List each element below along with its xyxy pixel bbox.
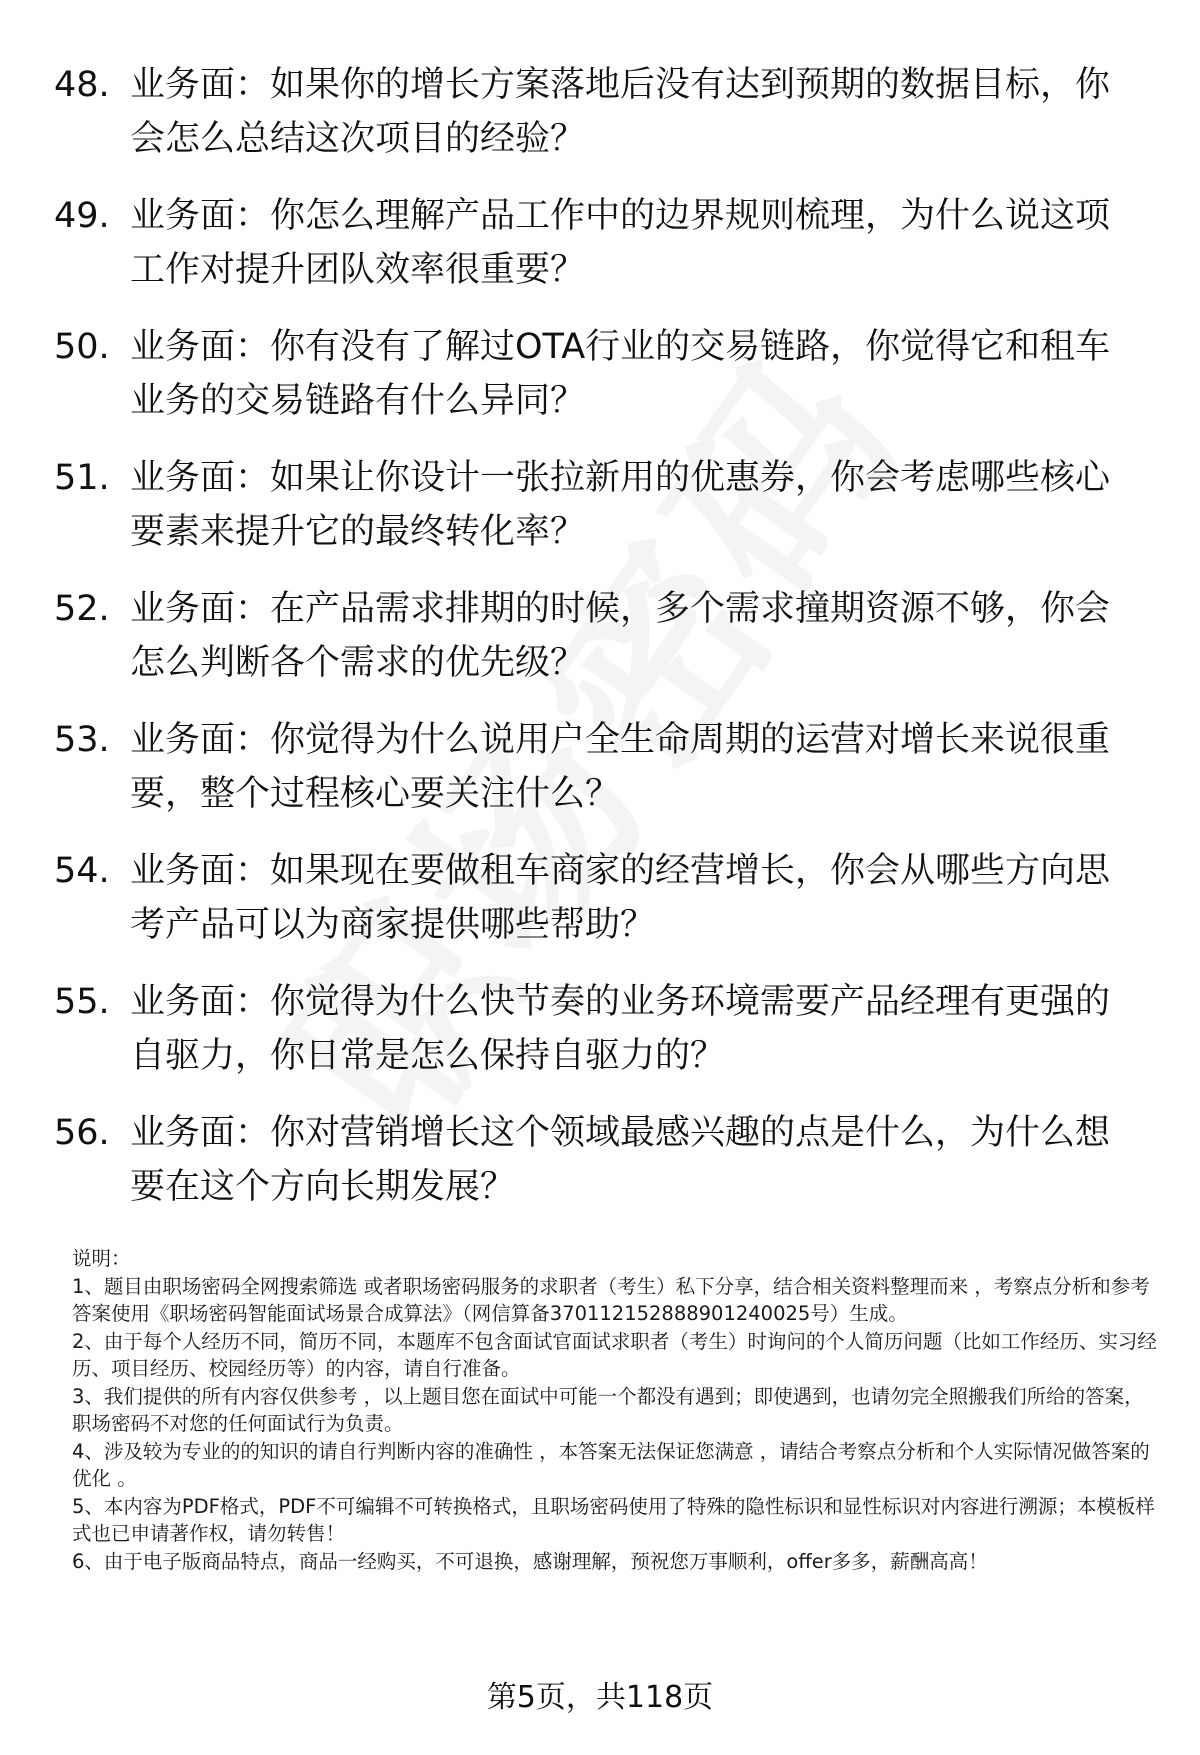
question-text: 业务面：你怎么理解产品工作中的边界规则梳理，为什么说这项工作对提升团队效率很重要？ [130, 196, 1111, 290]
question-number: 51. [54, 458, 110, 498]
notes-section [72, 1245, 1162, 1575]
question-text: 业务面：在产品需求排期的时候，多个需求撞期资源不够，你会怎么判断各个需求的优先级？ [130, 589, 1111, 683]
note-item: 4、涉及较为专业的的知识的请自行判断内容的准确性 ，本答案无法保证您满意 ，请结合考察点分析和个人实际情况做答案的优化 。 [72, 1439, 1150, 1490]
question-item [0, 975, 1200, 1106]
question-number: 52. [54, 589, 110, 629]
question-number: 50. [54, 327, 110, 367]
question-item [0, 713, 1200, 844]
question-item [0, 451, 1200, 582]
question-number: 48. [54, 65, 110, 105]
question-number: 56. [54, 1113, 110, 1153]
question-text: 业务面：你觉得为什么快节奏的业务环境需要产品经理有更强的自驱力，你日常是怎么保持自驱力的？ [130, 982, 1111, 1076]
note-item: 3、我们提供的所有内容仅供参考 ，以上题目您在面试中可能一个都没有遇到；即使遇到，也请勿完全照搬我们所给的答案，职场密码不对您的任何面试行为负责。 [72, 1384, 1144, 1435]
question-item [0, 582, 1200, 713]
question-text: 业务面：你觉得为什么说用户全生命周期的运营对增长来说很重要，整个过程核心要关注什么？ [130, 720, 1111, 814]
question-text: 业务面：你对营销增长这个领域最感兴趣的点是什么，为什么想要在这个方向长期发展？ [130, 1113, 1111, 1207]
page-number-label: 第5页，共118页 [486, 1680, 714, 1715]
question-number: 49. [54, 196, 110, 236]
question-number: 54. [54, 851, 110, 891]
question-item [0, 844, 1200, 975]
question-item [0, 1106, 1200, 1237]
question-text: 业务面：如果你的增长方案落地后没有达到预期的数据目标，你会怎么总结这次项目的经验？ [130, 65, 1111, 159]
question-number: 55. [54, 982, 110, 1022]
question-text: 业务面：你有没有了解过OTA行业的交易链路，你觉得它和租车业务的交易链路有什么异同？ [130, 327, 1111, 421]
note-item: 2、由于每个人经历不同，简历不同，本题库不包含面试官面试求职者（考生）时询问的个人简历问题（比如工作经历、实习经历、项目经历、校园经历等）的内容，请自行准备。 [72, 1329, 1157, 1380]
question-text: 业务面：如果让你设计一张拉新用的优惠券，你会考虑哪些核心要素来提升它的最终转化率？ [130, 458, 1111, 552]
question-item [0, 189, 1200, 320]
question-item [0, 320, 1200, 451]
question-number: 53. [54, 720, 110, 760]
question-text: 业务面：如果现在要做租车商家的经营增长，你会从哪些方向思考产品可以为商家提供哪些帮助？ [130, 851, 1111, 945]
note-item: 1、题目由职场密码全网搜索筛选 或者职场密码服务的求职者（考生）私下分享，结合相关资料整理而来 ，考察点分析和参考答案使用《职场密码智能面试场景合成算法》（网信算备370112152888901240025号）生成。 [72, 1274, 1150, 1325]
notes-heading: 说明： [72, 1247, 131, 1270]
page-footer [0, 1678, 1200, 1718]
question-list [0, 58, 1200, 1237]
question-item [0, 58, 1200, 189]
note-item: 5、本内容为PDF格式，PDF不可编辑不可转换格式，且职场密码使用了特殊的隐性标识和显性标识对内容进行溯源；本模板样式也已申请著作权，请勿转售！ [72, 1494, 1155, 1545]
note-item: 6、由于电子版商品特点，商品一经购买，不可退换，感谢理解，预祝您万事顺利，offer多多，薪酬高高！ [72, 1549, 988, 1573]
